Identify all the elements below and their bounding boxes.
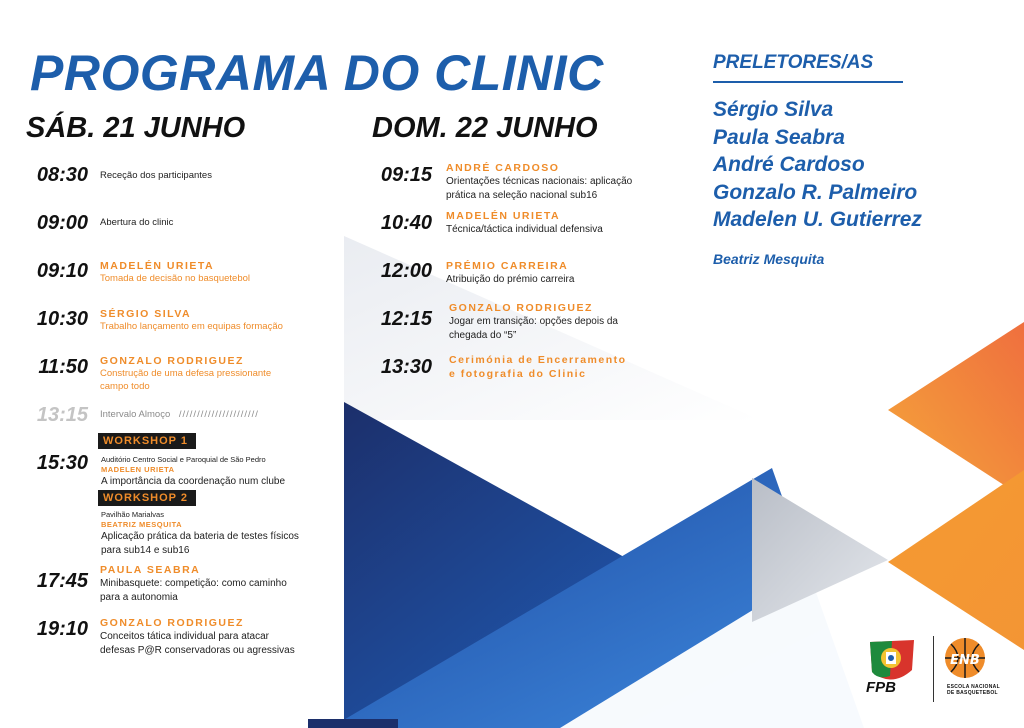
item-details [449,301,618,342]
time-label: 12:15 [380,308,432,330]
session-topic: Tomada de decisão no basquetebol [100,273,251,285]
speaker-extra: Beatriz Mesquita [713,251,825,267]
item-details [100,563,287,604]
time-label: 09:10 [36,260,88,282]
speaker-list-item: Madelen U. Gutierrez [713,208,922,231]
workshop-2-badge: WORKSHOP 2 [98,490,196,506]
workshop-venue: Pavilhão Marialvas [101,510,164,519]
enb-caption-line: DE BASQUETEBOL [947,690,998,696]
workshop-2-details [101,510,299,557]
time-label: 10:40 [380,212,432,234]
slash-decoration: ////////////////////// [178,409,259,420]
closing-title: e fotografia do Clinic [449,368,587,381]
enb-caption [947,684,1000,696]
session-topic: Jogar em transição: opções depois da [449,316,618,328]
session-topic: Minibasquete: competição: como caminho [100,578,287,590]
speaker-name: MADELÉN URIETA [446,210,561,222]
item-text: Receção dos participantes [100,170,212,181]
item-details [446,259,574,287]
sunday-heading: DOM. 22 JUNHO [372,112,598,144]
speaker-name: ANDRÉ CARDOSO [446,162,560,174]
session-topic: campo todo [100,380,150,392]
speaker-list-item: Sérgio Silva [713,98,834,121]
speaker-name: GONZALO RODRIGUEZ [100,617,244,629]
time-label: 13:15 [36,404,88,426]
workshop-speaker: MADELEN URIETA [101,465,175,475]
session-topic: chegada do “5” [449,329,517,341]
time-label: 12:00 [380,260,432,282]
time-label: 17:45 [36,570,88,592]
workshop-topic: para sub14 e sub16 [101,544,190,556]
item-details [100,616,295,657]
closing-title: Cerimónia de Encerramento [449,354,627,366]
item-details [100,259,250,286]
item-details [100,307,283,334]
fpb-label: FPB [866,679,896,696]
item-details [449,353,627,381]
session-topic: Orientações técnicas nacionais: aplicação [446,176,633,188]
time-label: 19:10 [36,618,88,640]
break-label: Intervalo Almoço [100,409,171,420]
workshop-topic: A importância da coordenação num clube [101,476,286,488]
speakers-divider [713,81,903,83]
time-label: 09:15 [380,164,432,186]
workshop-1-details [101,455,285,489]
workshop-venue: Auditório Centro Social e Paroquial de São Pedro [101,455,266,464]
enb-basketball-icon [943,634,987,684]
item-details [446,209,603,237]
speaker-list-item: Gonzalo R. Palmeiro [713,180,918,204]
speaker-list-item: André Cardoso [713,153,865,176]
speaker-list-item: Paula Seabra [713,125,845,149]
time-label: 11:50 [38,356,88,378]
session-topic: Trabalho lançamento em equipas formação [100,321,283,333]
item-text: Abertura do clinic [100,217,174,228]
speaker-name: MADELÉN URIETA [100,260,215,272]
session-topic: Atribuição do prémio carreira [446,274,575,286]
enb-caption-line: ESCOLA NACIONAL [947,684,1000,690]
workshop-speaker: BEATRIZ MESQUITA [101,520,183,530]
page-title: PROGRAMA DO CLINIC [30,45,604,101]
speakers-list [713,96,922,234]
item-details [100,354,271,394]
logo-divider [933,636,934,702]
time-label: 10:30 [36,308,88,330]
speaker-name: GONZALO RODRIGUEZ [100,355,244,367]
speakers-heading: PRELETORES/AS [713,52,874,73]
speaker-name: PAULA SEABRA [100,564,201,576]
session-topic: Conceitos tática individual para atacar [100,631,269,643]
award-name: PRÉMIO CARREIRA [446,260,569,272]
speaker-name: GONZALO RODRIGUEZ [449,302,593,314]
session-topic: Técnica/táctica individual defensiva [446,224,603,236]
saturday-heading: SÁB. 21 JUNHO [26,112,246,144]
session-topic: prática na seleção nacional sub16 [446,189,598,201]
time-label: 09:00 [36,212,88,234]
time-label: 13:30 [380,356,432,378]
session-topic: Construção de uma defesa pressionante [100,368,272,380]
session-topic: para a autonomia [100,591,178,603]
time-label: 15:30 [36,452,88,474]
session-topic: defesas P@R conservadoras ou agressivas [100,644,295,656]
workshop-1-badge: WORKSHOP 1 [98,433,196,449]
workshop-topic: Aplicação prática da bateria de testes físicos [101,531,299,543]
enb-mark: ENB [950,653,980,668]
break-text [100,409,259,422]
time-label: 08:30 [36,164,88,186]
item-details [446,161,632,202]
speaker-name: SÉRGIO SILVA [100,308,192,320]
